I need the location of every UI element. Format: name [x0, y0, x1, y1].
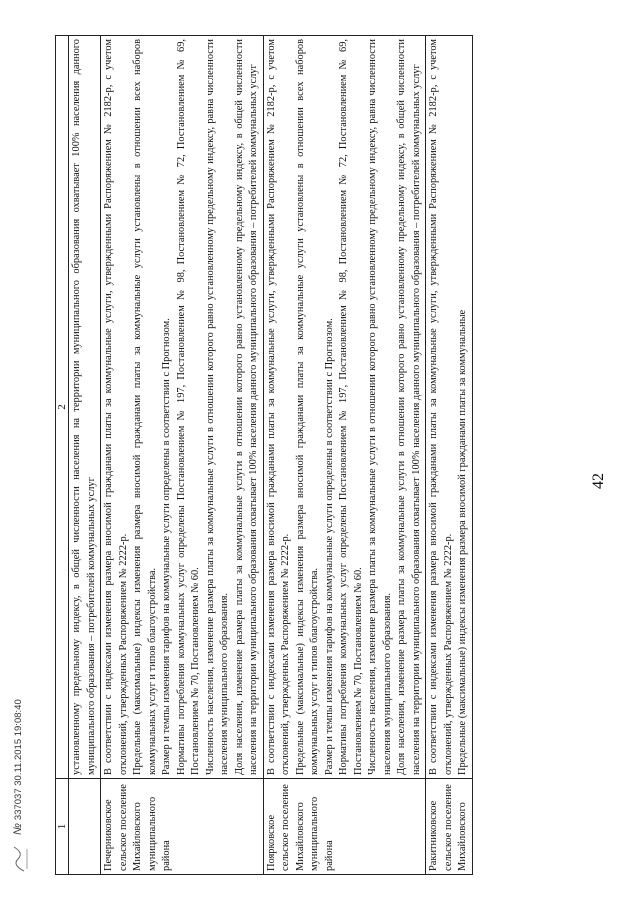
paragraph: Предельные (максимальные) индексы изменения размера вносимой гражданами платы за коммунальные услуги установлены в отношении всех наборов коммунальных услуг и типов благоустройства. — [132, 39, 158, 775]
table-row — [101, 36, 264, 875]
row-text-cell — [263, 36, 426, 779]
row-text-cell — [101, 36, 264, 779]
page-number: 42 — [590, 473, 607, 489]
row-text-cell — [69, 36, 101, 779]
paragraph: Доля населения, изменение размера платы за коммунальные услуги в отношении которого равно установленному предельному индексу, в общей численности населения на территории муниципального образования охватывает 100% населения данного муниципального образования – потребителей коммунальных услуг — [396, 39, 422, 775]
paragraph: Нормативы потребления коммунальных услуг определены Постановлением № 197, Постановлением № 98, Постановлением № 72, Постановлением № 69, Постановлением № 70, Постановлением № 60. — [338, 39, 364, 775]
row-name-cell: Печерниковское сельское поселение Михайловского муниципального района — [101, 779, 264, 875]
paragraph: Нормативы потребления коммунальных услуг определены Постановлением № 197, Постановлением № 98, Постановлением № 72, Постановлением № 69, Постановлением № 70, Постановлением № 60. — [175, 39, 201, 775]
registration-stamp — [12, 699, 24, 835]
row-name-cell: Ракитниковское сельское поселение Михайловского — [426, 779, 473, 875]
stamp-number-sign: № — [12, 823, 24, 835]
row-name-cell — [69, 779, 101, 875]
registry-logo — [8, 843, 30, 875]
table-row — [426, 36, 473, 875]
paragraph: установленному предельному индексу, в общей численности населения на территории муниципального образования охватывает 100% населения данного муниципального образования – потребителей коммунальных услуг — [71, 39, 97, 775]
paragraph: Численность населения, изменение размера платы за коммунальные услуги в отношении которого равно установленному предельному индексу, равна численности населения муниципального образования. — [367, 39, 393, 775]
paragraph: Размер и темпы изменения тарифов на коммунальные услуги определены в соответствии с Прогнозом. — [161, 318, 172, 775]
tariff-table — [55, 35, 473, 875]
row-name-cell: Поярковское сельское поселение Михайловского муниципального района — [263, 779, 426, 875]
column-header-1: 1 — [56, 779, 69, 875]
paragraph: Доля населения, изменение размера платы за коммунальные услуги в отношении которого равно установленному предельному индексу, в общей численности населения на территории муниципального образования охватывает 100% населения данного муниципального образования – потребителей коммунальных услуг — [233, 39, 259, 775]
paragraph: В соответствии с индексами изменения размера вносимой гражданами платы за коммунальные услуги, утвержденными Распоряжением № 2182-р, с учетом отклонений, утвержденных Распоряжением № 2222-р. — [265, 39, 291, 775]
table-row — [69, 36, 101, 875]
column-header-2: 2 — [56, 36, 69, 779]
table-row — [263, 36, 426, 875]
paragraph: Размер и темпы изменения тарифов на коммунальные услуги определены в соответствии с Прогнозом. — [323, 318, 335, 775]
table-header-row — [56, 36, 69, 875]
paragraph: Предельные (максимальные) индексы изменения размера вносимой гражданами платы за коммунальные услуги установлены в отношении всех наборов коммунальных услуг и типов благоустройства. — [294, 39, 320, 775]
paragraph: Численность населения, изменение размера платы за коммунальные услуги в отношении которого равно установленному предельному индексу, равна численности населения муниципального образования. — [204, 39, 230, 775]
paragraph: Предельные (максимальные) индексы изменения размера вносимой гражданами платы за коммунальные — [457, 309, 468, 775]
paragraph: В соответствии с индексами изменения размера вносимой гражданами платы за коммунальные услуги, утвержденными Распоряжением № 2182-р, с учетом отклонений, утвержденных Распоряжением № 2222-р. — [428, 39, 454, 775]
row-text-cell — [426, 36, 473, 779]
paragraph: В соответствии с индексами изменения размера вносимой гражданами платы за коммунальные услуги, утвержденными Распоряжением № 2182-р, с учетом отклонений, утвержденных Распоряжением № 2222-р. — [103, 39, 129, 775]
stamp-text: 337037 30.11.2015 19:08:40 — [13, 699, 24, 821]
